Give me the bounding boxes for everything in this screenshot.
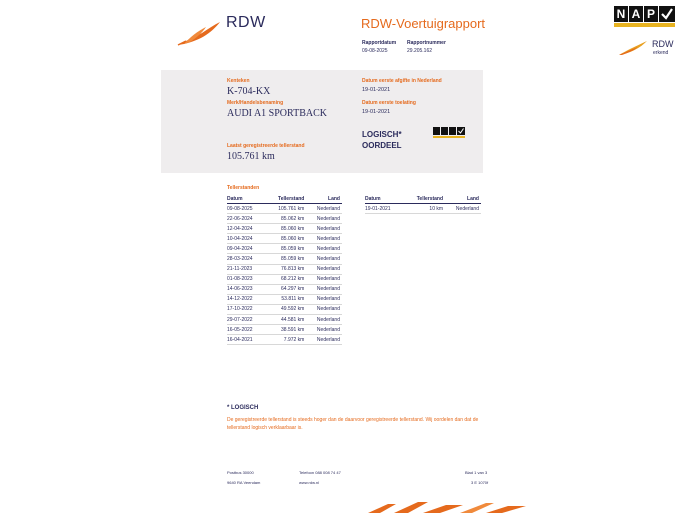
teller-label: Laatst geregistreerde tellerstand: [227, 143, 305, 149]
cell-tellerstand: 7.972 km: [266, 335, 306, 345]
table-row: [227, 234, 342, 244]
logisch-oordeel: [362, 129, 402, 151]
cell-datum: 01-08-2023: [227, 274, 266, 284]
cell-tellerstand: 68.212 km: [266, 274, 306, 284]
rapportnummer-value: 29.205.162: [407, 48, 433, 54]
cell-datum: 21-11-2023: [227, 264, 266, 274]
cell-land: Nederland: [306, 244, 342, 254]
rapportdatum-value: 09-08-2025: [362, 48, 388, 54]
footer-telefoon: Telefoon 088 008 74 47: [299, 470, 341, 475]
cell-datum: 28-03-2024: [227, 254, 266, 264]
cell-land: Nederland: [306, 214, 342, 224]
cell-datum: 16-05-2022: [227, 325, 266, 335]
nap-small-badge-icon: [433, 127, 467, 139]
vehicle-info-panel: [161, 70, 483, 173]
cell-datum: 17-10-2022: [227, 304, 266, 314]
cell-datum: 19-01-2021: [365, 204, 405, 214]
cell-datum: 29-07-2022: [227, 315, 266, 325]
table-row: [227, 325, 342, 335]
footnote-title: * LOGISCH: [227, 405, 259, 411]
table-row: [227, 335, 342, 345]
cell-datum: 14-12-2022: [227, 294, 266, 304]
nap-bar: [614, 23, 675, 27]
footer-website: www.rdw.nl: [299, 480, 320, 485]
cell-tellerstand: 44.581 km: [266, 315, 306, 325]
table-row: [227, 264, 342, 274]
tellerstanden-table-right: [365, 195, 481, 214]
rdw-feather-logo-icon: [176, 21, 222, 47]
rdw-erkend-sub: erkend: [653, 50, 669, 56]
cell-tellerstand: 85.060 km: [266, 224, 306, 234]
cell-datum: 22-06-2024: [227, 214, 266, 224]
cell-land: Nederland: [306, 335, 342, 345]
table-row: [227, 244, 342, 254]
table-row: [227, 274, 342, 284]
nap-letter-a: A: [629, 6, 643, 22]
footer-postcode: 9640 RA Veendam: [227, 480, 261, 485]
cell-tellerstand: 105.761 km: [266, 204, 306, 214]
rapportdatum-label: Rapportdatum: [362, 40, 397, 46]
footer-code: 3 E 1070f: [471, 480, 489, 485]
cell-tellerstand: 85.062 km: [266, 214, 306, 224]
nap-letter-n: N: [614, 6, 628, 22]
cell-land: Nederland: [306, 204, 342, 214]
cell-datum: 16-04-2021: [227, 335, 266, 345]
teller-value: 105.761 km: [227, 151, 275, 162]
datum-nl-value: 19-01-2021: [362, 87, 391, 93]
cell-land: Nederland: [445, 204, 481, 214]
cell-tellerstand: 85.059 km: [266, 244, 306, 254]
cell-land: Nederland: [306, 254, 342, 264]
table-row: [227, 204, 342, 214]
nap-letter-p: P: [644, 6, 658, 22]
cell-tellerstand: 53.811 km: [266, 294, 306, 304]
cell-land: Nederland: [306, 304, 342, 314]
cell-tellerstand: 10 km: [405, 204, 446, 214]
col-tellerstand: Tellerstand: [266, 195, 306, 204]
table-row: [227, 304, 342, 314]
table-row: [227, 294, 342, 304]
merk-label: Merk/Handelsbenaming: [227, 100, 284, 106]
cell-tellerstand: 85.060 km: [266, 234, 306, 244]
cell-datum: 14-06-2023: [227, 284, 266, 294]
col-land: Land: [306, 195, 342, 204]
table-row: [227, 224, 342, 234]
rdw-erkend-brand: RDW: [652, 39, 674, 49]
cell-tellerstand: 49.592 km: [266, 304, 306, 314]
datum-nl-label: Datum eerste afgifte in Nederland: [362, 78, 442, 84]
cell-land: Nederland: [306, 315, 342, 325]
cell-datum: 09-04-2024: [227, 244, 266, 254]
rdw-erkend-feather-icon: [618, 40, 648, 56]
table-row: [227, 284, 342, 294]
rapportnummer-label: Rapportnummer: [407, 40, 446, 46]
cell-tellerstand: 76.813 km: [266, 264, 306, 274]
cell-land: Nederland: [306, 325, 342, 335]
cell-land: Nederland: [306, 284, 342, 294]
tellerstanden-table-left: [227, 195, 342, 345]
footer-postbus: Postbus 30000: [227, 470, 254, 475]
cell-land: Nederland: [306, 224, 342, 234]
footnote-text: De geregistreerde tellerstand is steeds hoger dan de daarvoor geregistreerde tellerstand. Wij oordelen dan dat de tellerstand logisch verklaarbaar is.: [227, 417, 479, 431]
table-row: [227, 315, 342, 325]
datum-toelating-value: 19-01-2021: [362, 109, 391, 115]
table-row: [365, 204, 481, 214]
rdw-brand-text: RDW: [226, 14, 266, 31]
cell-land: Nederland: [306, 234, 342, 244]
datum-toelating-label: Datum eerste toelating: [362, 100, 416, 106]
col-tellerstand: Tellerstand: [405, 195, 446, 204]
merk-value: AUDI A1 SPORTBACK: [227, 108, 327, 119]
cell-land: Nederland: [306, 294, 342, 304]
col-land: Land: [445, 195, 481, 204]
cell-tellerstand: 38.591 km: [266, 325, 306, 335]
footer-blad: Blad 1 van 3: [465, 470, 488, 475]
cell-land: Nederland: [306, 264, 342, 274]
col-datum: Datum: [227, 195, 266, 204]
cell-datum: 12-04-2024: [227, 224, 266, 234]
decorative-stripes-icon: [368, 500, 528, 514]
cell-land: Nederland: [306, 274, 342, 284]
nap-check-icon: [659, 6, 675, 22]
nap-badge: [614, 6, 676, 28]
cell-tellerstand: 64.297 km: [266, 284, 306, 294]
kenteken-value: K-704-KX: [227, 86, 271, 97]
oordeel-line2: OORDEEL: [362, 141, 402, 150]
tellerstanden-title: Tellerstanden: [227, 185, 260, 191]
table-row: [227, 254, 342, 264]
table-row: [227, 214, 342, 224]
cell-tellerstand: 85.059 km: [266, 254, 306, 264]
col-datum: Datum: [365, 195, 405, 204]
cell-datum: 09-08-2025: [227, 204, 266, 214]
report-title: RDW-Voertuigrapport: [361, 16, 486, 31]
kenteken-label: Kenteken: [227, 78, 250, 84]
cell-datum: 10-04-2024: [227, 234, 266, 244]
oordeel-line1: LOGISCH*: [362, 130, 402, 139]
